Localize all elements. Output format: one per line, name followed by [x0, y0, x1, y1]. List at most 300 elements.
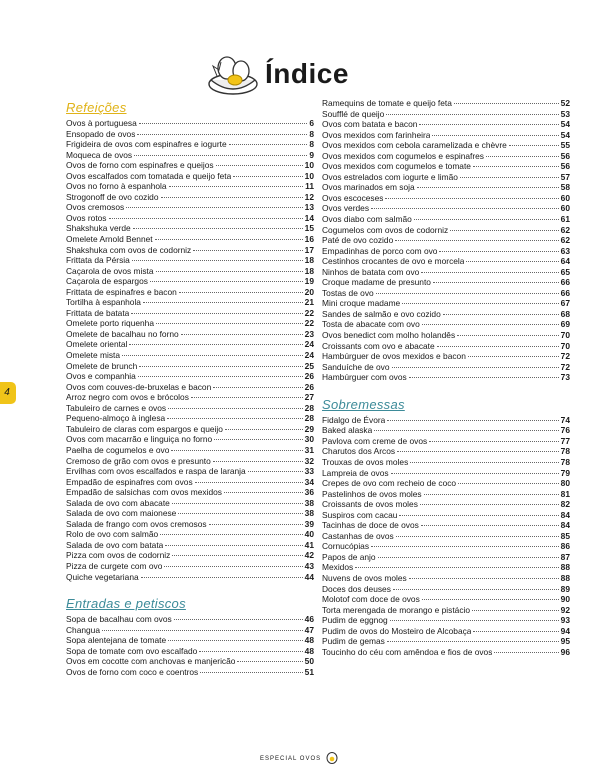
toc-entry-page: 74 [560, 414, 570, 425]
toc-entry-page: 64 [560, 256, 570, 267]
dot-leader [199, 650, 302, 652]
toc-entry-title: Croissants de ovos moles [322, 499, 418, 510]
toc-entry-title: Suspiros com cacau [322, 509, 398, 520]
dot-leader [126, 206, 302, 208]
toc-entry [322, 288, 570, 299]
toc-entry-page: 55 [560, 140, 570, 151]
right-column [322, 98, 570, 657]
toc-entry-title: Empadão de espinafres com ovos [66, 476, 193, 487]
toc-entry [322, 468, 570, 479]
dot-leader [139, 122, 308, 124]
toc-entry [322, 119, 570, 130]
dot-leader [395, 239, 558, 241]
toc-entry-page: 89 [560, 583, 570, 594]
toc-entry [322, 499, 570, 510]
toc-entry-title: Nuvens de ovos moles [322, 572, 407, 583]
toc-entry-title: Salada de frango com ovos cremosos [66, 518, 207, 529]
toc-list-sobremesas [322, 415, 570, 658]
toc-entry-page: 14 [304, 212, 314, 223]
dot-leader [169, 185, 304, 187]
dot-leader [179, 291, 303, 293]
toc-entry-page: 79 [560, 467, 570, 478]
toc-entry [322, 594, 570, 605]
toc-entry-page: 72 [560, 361, 570, 372]
toc-entry-title: Quiche vegetariana [66, 571, 139, 582]
toc-entry-page: 15 [304, 223, 314, 234]
dot-leader [439, 250, 558, 252]
toc-entry-title: Moqueca de ovos [66, 149, 133, 160]
toc-entry-title: Rolo de ovo com salmão [66, 529, 159, 540]
toc-entry-page: 56 [560, 161, 570, 172]
toc-entry-page: 22 [304, 318, 314, 329]
dot-leader [392, 366, 559, 368]
toc-entry-title: Ovos mexidos com cogumelos e espinafres [322, 150, 484, 161]
toc-entry [66, 561, 314, 572]
dot-leader [410, 461, 558, 463]
dot-leader [393, 588, 559, 590]
toc-entry-title: Cremoso de grão com ovos e presunto [66, 455, 211, 466]
toc-entry-title: Pudim de gemas [322, 636, 385, 647]
toc-entry-title: Frittata de batata [66, 307, 130, 318]
toc-entry [322, 182, 570, 193]
toc-entry [66, 329, 314, 340]
toc-entry-page: 8 [309, 128, 314, 139]
toc-entry-title: Doces dos deuses [322, 583, 391, 594]
toc-entry-page: 44 [304, 571, 314, 582]
dot-leader [213, 460, 303, 462]
dot-leader [191, 396, 303, 398]
toc-entry-title: Molotof com doce de ovos [322, 594, 420, 605]
toc-entry-page: 27 [304, 392, 314, 403]
toc-entry [66, 656, 314, 667]
dot-leader [122, 354, 303, 356]
toc-entry [66, 477, 314, 488]
toc-entry [66, 456, 314, 467]
toc-entry-title: Ovos e companhia [66, 371, 136, 382]
toc-entry [66, 223, 314, 234]
toc-entry [66, 413, 314, 424]
toc-entry-page: 92 [560, 604, 570, 615]
toc-entry [322, 203, 570, 214]
toc-entry-title: Pizza com ovos de codorniz [66, 550, 171, 561]
toc-entry-page: 34 [304, 476, 314, 487]
toc-entry-title: Omelete de brunch [66, 360, 138, 371]
dot-leader [421, 271, 558, 273]
toc-entry-title: Cestinhos crocantes de ovo e morcela [322, 256, 465, 267]
dot-leader [165, 544, 302, 546]
toc-entry-title: Salada de ovo com maionese [66, 508, 177, 519]
toc-entry-title: Ovos com batata e bacon [322, 119, 418, 130]
dot-leader [167, 417, 303, 419]
toc-entry-title: Ovos mexidos com cogumelos e tomate [322, 161, 471, 172]
dot-leader [216, 164, 303, 166]
toc-entry-page: 66 [560, 277, 570, 288]
dot-leader [409, 376, 559, 378]
toc-entry-title: Ovos em cocotte com anchovas e manjericão [66, 656, 236, 667]
toc-entry-page: 66 [560, 287, 570, 298]
toc-entry [322, 309, 570, 320]
toc-entry-title: Changua [66, 624, 100, 635]
toc-entry [66, 234, 314, 245]
toc-entry-page: 82 [560, 499, 570, 510]
toc-entry-title: Ovos cremosos [66, 202, 125, 213]
dot-leader [131, 312, 302, 314]
toc-entry-page: 38 [304, 497, 314, 508]
toc-entry [322, 109, 570, 120]
toc-entry [66, 213, 314, 224]
dot-leader [233, 175, 302, 177]
toc-entry-title: Ovos benedict com molho holandês [322, 330, 456, 341]
toc-entry-title: Ovos com macarrão e linguiça no forno [66, 434, 213, 445]
dot-leader [387, 640, 559, 642]
left-column [66, 98, 314, 677]
toc-entry-title: Salada de ovo com abacate [66, 497, 170, 508]
toc-entry [322, 98, 570, 109]
dot-leader [195, 481, 303, 483]
toc-entry [322, 520, 570, 531]
toc-entry-title: Pudim de eggnog [322, 615, 388, 626]
toc-entry-title: Sopa de tomate com ovo escalfado [66, 645, 198, 656]
toc-entry-title: Hambúrguer com ovos [322, 372, 407, 383]
toc-entry-title: Ovos escalfados com tomatada e queijo feta [66, 170, 232, 181]
dot-leader [171, 449, 302, 451]
toc-entry-title: Pudim de ovos do Mosteiro de Alcobaça [322, 625, 472, 636]
toc-entry-page: 67 [560, 298, 570, 309]
dot-leader [433, 281, 559, 283]
toc-entry-title: Omelete oriental [66, 339, 128, 350]
dot-leader [468, 355, 559, 357]
dot-leader [397, 450, 559, 452]
toc-entry [66, 287, 314, 298]
toc-entry-title: Baked alaska [322, 425, 373, 436]
toc-entry-page: 36 [304, 487, 314, 498]
dot-leader [143, 301, 303, 303]
toc-entry-page: 24 [304, 350, 314, 361]
toc-entry-title: Omelete Arnold Bennet [66, 234, 153, 245]
toc-entry-title: Frittata da Pérsia [66, 255, 130, 266]
toc-entry-title: Paelha de cogumelos e ovo [66, 444, 170, 455]
dot-leader [164, 565, 302, 567]
toc-entry-page: 41 [304, 539, 314, 550]
toc-entry-title: Frigideira de ovos com espinafres e iogurte [66, 139, 227, 150]
section-title-refeicoes: Refeições [66, 100, 127, 115]
toc-entry [66, 181, 314, 192]
toc-entry-title: Tacinhas de doce de ovos [322, 520, 419, 531]
toc-entry-page: 32 [304, 455, 314, 466]
toc-entry-page: 90 [560, 594, 570, 605]
dot-leader [460, 176, 559, 178]
toc-entry [66, 129, 314, 140]
toc-entry-title: Tosta de abacate com ovo [322, 319, 420, 330]
toc-entry [322, 277, 570, 288]
toc-entry-title: Croissants com ovo e abacate [322, 340, 435, 351]
toc-entry-title: Empadão de salsichas com ovos mexidos [66, 487, 222, 498]
toc-entry [66, 519, 314, 530]
toc-entry-page: 29 [304, 423, 314, 434]
toc-entry-page: 33 [304, 466, 314, 477]
dot-leader [391, 472, 559, 474]
dot-leader [414, 218, 559, 220]
toc-entry-page: 60 [560, 192, 570, 203]
toc-entry-page: 30 [304, 434, 314, 445]
dot-leader [150, 280, 303, 282]
dot-leader [437, 345, 559, 347]
toc-entry-page: 48 [304, 635, 314, 646]
toc-entry-title: Pequeno-almoço à inglesa [66, 413, 166, 424]
toc-entry-page: 70 [560, 330, 570, 341]
dot-leader [161, 196, 303, 198]
toc-entry-page: 73 [560, 372, 570, 383]
toc-entry [322, 457, 570, 468]
dot-leader [137, 133, 307, 135]
toc-entry-title: Ninhos de batata com ovo [322, 266, 420, 277]
toc-entry [66, 245, 314, 256]
dot-leader [424, 493, 559, 495]
toc-entry-title: Ensopado de ovos [66, 128, 136, 139]
toc-entry [322, 415, 570, 426]
dot-leader [168, 407, 303, 409]
toc-entry [322, 330, 570, 341]
toc-entry-title: Ovos de forno com espinafres e queijos [66, 160, 214, 171]
toc-entry-page: 51 [304, 666, 314, 677]
toc-entry-page: 68 [560, 308, 570, 319]
dot-leader [454, 102, 559, 104]
toc-entry [322, 446, 570, 457]
dot-leader [374, 429, 558, 431]
toc-entry-page: 72 [560, 351, 570, 362]
toc-entry [66, 625, 314, 636]
toc-entry-title: Sandes de salmão e ovo cozido [322, 308, 441, 319]
toc-entry [66, 635, 314, 646]
dot-leader [494, 651, 558, 653]
toc-entry-page: 18 [304, 255, 314, 266]
toc-entry-page: 31 [304, 444, 314, 455]
toc-entry [66, 318, 314, 329]
toc-entry [322, 319, 570, 330]
dot-leader [458, 482, 559, 484]
toc-entry-page: 54 [560, 129, 570, 140]
toc-entry-title: Ovos com couves-de-bruxelas e bacon [66, 381, 212, 392]
toc-entry-page: 76 [560, 425, 570, 436]
page-header [0, 52, 595, 102]
dot-leader [387, 419, 558, 421]
dot-leader [422, 323, 559, 325]
toc-entry-title: Sopa de bacalhau com ovos [66, 614, 172, 625]
toc-entry [322, 584, 570, 595]
dot-leader [509, 144, 559, 146]
toc-entry-title: Ovos verdes [322, 203, 370, 214]
toc-list-continuacao [322, 98, 570, 383]
toc-entry-title: Trouxas de ovos moles [322, 456, 409, 467]
toc-entry-page: 23 [304, 328, 314, 339]
dot-leader [443, 313, 559, 315]
dot-leader [172, 502, 303, 504]
dot-leader [224, 491, 303, 493]
toc-entry-page: 19 [304, 276, 314, 287]
toc-entry [322, 172, 570, 183]
toc-entry-title: Strogonoff de ovo cozido [66, 191, 159, 202]
dot-leader [200, 671, 302, 673]
toc-entry-page: 20 [304, 286, 314, 297]
dot-leader [168, 639, 303, 641]
dot-leader [386, 113, 558, 115]
toc-entry-title: Sopa alentejana de tomate [66, 635, 167, 646]
toc-entry [322, 235, 570, 246]
toc-entry [322, 362, 570, 373]
toc-entry-page: 93 [560, 615, 570, 626]
toc-entry-page: 94 [560, 625, 570, 636]
toc-entry [66, 646, 314, 657]
dot-leader [132, 259, 303, 261]
toc-entry [66, 202, 314, 213]
dot-leader [457, 334, 559, 336]
toc-entry [66, 150, 314, 161]
toc-entry [66, 350, 314, 361]
toc-entry-title: Frittata de espinafres e bacon [66, 286, 177, 297]
dot-leader [390, 619, 559, 621]
toc-entry [322, 626, 570, 637]
toc-entry-title: Castanhas de ovos [322, 530, 394, 541]
toc-entry-page: 65 [560, 266, 570, 277]
dot-leader [409, 577, 559, 579]
toc-entry [322, 636, 570, 647]
dot-leader [473, 630, 558, 632]
toc-entry-page: 88 [560, 572, 570, 583]
toc-entry-title: Tortilha à espanhola [66, 297, 141, 308]
toc-entry-title: Pavlova com creme de ovos [322, 435, 428, 446]
toc-entry [66, 118, 314, 129]
toc-entry-page: 16 [304, 234, 314, 245]
toc-entry-title: Shakshuka com ovos de codorniz [66, 244, 192, 255]
dot-leader [156, 270, 303, 272]
dot-leader [396, 535, 559, 537]
toc-entry-title: Ovos escoceses [322, 192, 384, 203]
toc-entry [322, 372, 570, 383]
toc-entry-page: 88 [560, 562, 570, 573]
toc-entry-title: Charutos dos Arcos [322, 446, 396, 457]
toc-entry-title: Paté de ovo cozido [322, 235, 394, 246]
toc-entry [322, 478, 570, 489]
dot-leader [178, 512, 302, 514]
toc-entry-page: 26 [304, 381, 314, 392]
dot-leader [129, 343, 302, 345]
dot-leader [139, 365, 302, 367]
toc-entry-page: 40 [304, 529, 314, 540]
toc-entry-title: Croque madame de presunto [322, 277, 431, 288]
toc-entry-page: 61 [560, 214, 570, 225]
toc-entry [322, 351, 570, 362]
toc-entry-title: Pizza de curgete com ovo [66, 560, 163, 571]
toc-entry [322, 246, 570, 257]
toc-entry-page: 21 [304, 297, 314, 308]
toc-entry [66, 160, 314, 171]
toc-entry [66, 572, 314, 583]
toc-entry-page: 8 [309, 139, 314, 150]
dot-leader [486, 155, 559, 157]
toc-entry-page: 95 [560, 636, 570, 647]
dot-leader [371, 207, 559, 209]
toc-entry-title: Ramequins de tomate e queijo feta [322, 98, 452, 108]
toc-entry-title: Ovos mexidos com cebola caramelizada e chèvre [322, 140, 507, 151]
toc-entry-page: 53 [560, 108, 570, 119]
toc-entry-page: 39 [304, 518, 314, 529]
toc-entry [66, 266, 314, 277]
toc-entry-page: 38 [304, 508, 314, 519]
toc-entry [322, 510, 570, 521]
dot-leader [450, 229, 559, 231]
toc-entry-title: Tabuleiro de claras com espargos e queijo [66, 423, 223, 434]
toc-entry-title: Ovos no forno à espanhola [66, 181, 167, 192]
toc-entry-title: Omelete mista [66, 350, 120, 361]
toc-entry [66, 371, 314, 382]
toc-entry-page: 18 [304, 265, 314, 276]
dot-leader [376, 292, 559, 294]
dot-leader [385, 197, 558, 199]
toc-entry-page: 80 [560, 478, 570, 489]
dot-leader [213, 386, 302, 388]
toc-entry-title: Lampreia de ovos [322, 467, 389, 478]
toc-entry [322, 225, 570, 236]
toc-entry-title: Caçarola de ovos mista [66, 265, 154, 276]
toc-entry-page: 60 [560, 203, 570, 214]
toc-entry-title: Papos de anjo [322, 551, 376, 562]
toc-entry [322, 151, 570, 162]
toc-entry-title: Arroz negro com ovos e brócolos [66, 392, 189, 403]
toc-entry-page: 6 [309, 118, 314, 128]
toc-entry [66, 382, 314, 393]
dot-leader [181, 333, 303, 335]
toc-entry-page: 25 [304, 360, 314, 371]
toc-entry-title: Mini croque madame [322, 298, 401, 309]
toc-entry-page: 81 [560, 488, 570, 499]
toc-entry-title: Ovos de forno com coco e coentros [66, 666, 199, 677]
toc-entry [322, 562, 570, 573]
toc-entry-page: 78 [560, 446, 570, 457]
dot-leader [421, 524, 559, 526]
toc-entry [322, 341, 570, 352]
dot-leader [225, 428, 303, 430]
toc-entry-page: 58 [560, 182, 570, 193]
toc-entry-page: 56 [560, 150, 570, 161]
toc-entry-title: Hambúrguer de ovos mexidos e bacon [322, 351, 466, 362]
toc-entry-title: Empadinhas de porco com ovo [322, 245, 438, 256]
footer-text: ESPECIAL OVOS [260, 756, 322, 762]
toc-entry [66, 171, 314, 182]
toc-list-refeicoes [66, 118, 314, 582]
toc-entry-title: Ovos estrelados com iogurte e limão [322, 171, 458, 182]
toc-entry-page: 12 [304, 191, 314, 202]
toc-entry [322, 615, 570, 626]
toc-entry [66, 276, 314, 287]
toc-entry-title: Mexidos [322, 562, 354, 573]
toc-entry-title: Salada de ovo com batata [66, 539, 164, 550]
toc-entry [322, 193, 570, 204]
toc-entry [322, 130, 570, 141]
dot-leader [155, 238, 303, 240]
toc-entry-page: 42 [304, 550, 314, 561]
toc-entry-page: 13 [304, 202, 314, 213]
toc-entry-title: Tabuleiro de carnes e ovos [66, 402, 167, 413]
toc-entry [322, 436, 570, 447]
toc-entry [66, 508, 314, 519]
toc-entry-title: Toucinho do céu com amêndoa e fios de ovos [322, 646, 493, 657]
dot-leader [214, 438, 303, 440]
toc-entry-title: Shakshuka verde [66, 223, 131, 234]
dot-leader [473, 165, 559, 167]
toc-entry-title: Tostas de ovo [322, 287, 374, 298]
toc-entry [66, 403, 314, 414]
page-number: 4 [4, 387, 10, 398]
